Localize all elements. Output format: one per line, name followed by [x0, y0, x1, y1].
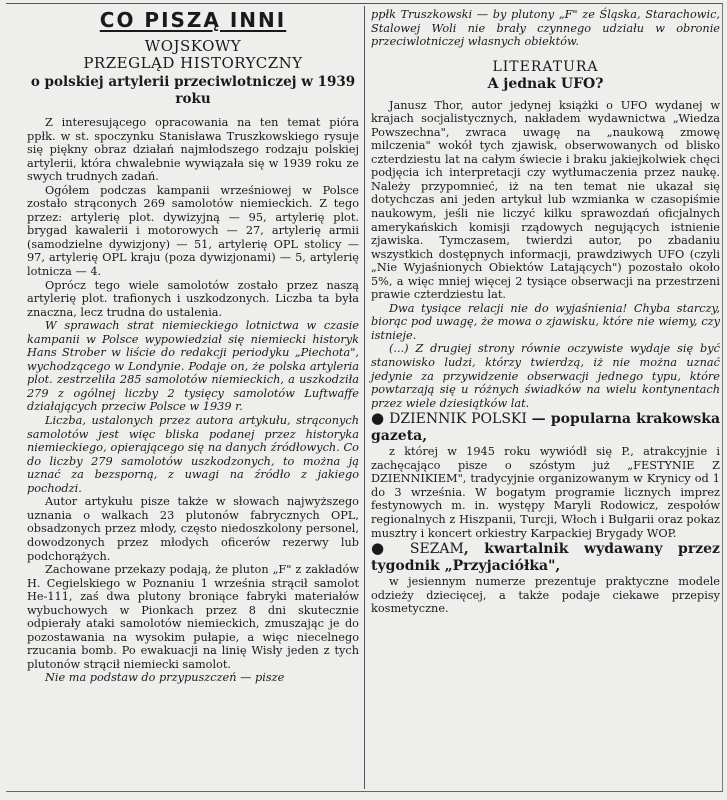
paragraph-italic: (...) Z drugiej strony równie oczywiste wydaje się być stanowisko ludzi, którzy twierdzą, iż nie można uznać jedynie za przywidzenie obserwacji jednego typu, które powtarzają się u różnych świadków na wielu kontynentach przez wiele dziesiątków lat. [371, 342, 720, 410]
paragraph: Z interesującego opracowania na ten temat pióra ppłk. w st. spoczynku Stanisława Truszkowskiego rysuje się piękny obraz działań najmłodszego rodzaju polskiej artylerii, która chwalebnie wywiązała się w 1939 roku ze swych trudnych zadań. [27, 116, 359, 184]
paragraph-italic: Liczba, ustalonych przez autora artykułu, strąconych samolotów jest więc bliska podanej przez historyka niemieckiego, opierającego się na danych źródłowych. Co do liczby 279 samolotów uszkodzonych, to można ją uznać za bezsporną, z uwagi na źródło z jakiego pochodzi. [27, 414, 359, 495]
paragraph-italic: Nie ma podstaw do przypuszczeń — pisze [45, 671, 285, 685]
source-name [27, 38, 359, 72]
paragraph: Janusz Thor, autor jedynej książki o UFO wydanej w krajach socjalistycznych, nakładem wydawnictwa „Wiedza Powszechna", zwraca uwagę na „naukową zmowę milczenia" wokół tych zjawisk, obserwowanych od blisko czterdziestu lat na całym świecie i braku jakiejkolwiek chęci podjęcia ich interpretacji czy wytłumaczenia przez naukę. Należy przypomnieć, iż na ten temat nie ukazał się dotychczas ani jeden artykuł lub wzmianka w czasopiśmie naukowym, jeśli nie liczyć kilku sprawozdań oficjalnych amerykańskich komisji rządowych negujących istnienie zjawiska. Tymczasem, twierdzi autor, po zbadaniu wszystkich dostępnych informacji, prawdziwych UFO (czyli „Nie Wyjaśnionych Obiektów Latających") pozostało około 5%, a więc mniej więcej 2 tysiące obserwacji na przestrzeni prawie czterdziestu lat. [371, 98, 720, 302]
section-heading-literatura: LITERATURA [492, 58, 599, 75]
note-subtitle: , kwartalnik wydawany przez tygodnik „Przyjaciółka", [371, 541, 720, 575]
column-divider [364, 6, 365, 789]
right-column [371, 8, 720, 616]
paragraph-italic: Dwa tysiące relacji nie do wyjaśnienia! Chyba starczy, biorąc pod uwagę, że mowa o zjawisku, które nie wiemy, czy istnieje. [371, 301, 720, 342]
note-heading-dziennik [371, 410, 720, 445]
source-name-line2: PRZEGLĄD HISTORYCZNY [83, 54, 303, 72]
paragraph: w jesiennym numerze prezentuje praktyczne modele odzieży dziecięcej, a także podaje ciekawe przepisy kosmetyczne. [371, 575, 720, 616]
bottom-rule [6, 791, 723, 792]
bullet-icon: ● [371, 409, 385, 428]
paragraph: Autor artykułu pisze także w słowach najwyższego uznania o walkach 23 plutonów fabrycznych OPL, obsadzonych przez młody, często niedoszkolony personel, dowodzonych przez młodych oficerów rezerwy lub podchorążych. [27, 495, 359, 563]
paragraph: Ogółem podczas kampanii wrześniowej w Polsce zostało strąconych 269 samolotów niemieckich. Z tego przez: artylerię plot. dywizyjną — 95, artylerię plot. brygad kawalerii i motorowych — 27, artylerię armii (samodzielne dywizjony) — 51, artylerię OPL stolicy — 97, artylerię OPL kraju (poza dywizjonami) — 5, artylerię lotnicza — 4. [27, 183, 359, 279]
paragraph-continued: ppłk Truszkowski — by plutony „F" ze Śląska, Starachowic, Stalowej Woli nie brały czynnego udziału w obronie przeciwlotniczej własnych obiektów. [371, 8, 720, 49]
article-title-ufo: A jednak UFO? [487, 75, 604, 92]
note-subtitle: — popularna krakowska gazeta, [371, 411, 721, 445]
note-title: SEZAM [409, 541, 464, 558]
left-column [27, 8, 359, 685]
note-title: DZIENNIK POLSKI [389, 411, 527, 428]
source-name-line1: WOJSKOWY [144, 37, 242, 55]
paragraph: z której w 1945 roku wywiódł się P., atrakcyjnie i zachęcająco pisze o szóstym już „FESTYNIE Z DZIENNIKIEM", tradycyjnie organizowanym w Krynicy od 1 do 3 września. W bogatym programie licznych imprez festynowych m. in. występy Maryli Rodowicz, zespołów regionalnych z Hiszpanii, Turcji, Włoch i Bułgarii oraz pokaz musztry i koncert orkiestry Karpackiej Brygady WOP. [371, 445, 720, 540]
bullet-icon: ● [371, 539, 395, 558]
paragraph-italic: W sprawach strat niemieckiego lotnictwa w czasie kampanii w Polsce wypowiedział się niemiecki historyk Hans Strober w liście do redakcji periodyku „Piechota", wychodzącego w Londynie. Podaje on, że polska artyleria plot. zestrzeliła 285 samolotów niemieckich, a uszkodziła 279 z ogólnej liczby 2 tysięcy samolotów Luftwaffe działających przeciw Polsce w 1939 r. [27, 319, 359, 414]
note-heading-sezam [371, 540, 720, 575]
paragraph: Zachowane przekazy podają, że pluton „F" z zakładów H. Cegielskiego w Poznaniu 1 września strącił samolot He-111, zaś dwa plutony broniące fabryki materiałów wybuchowych w Pionkach przez 8 dni skutecznie odpierały ataki samolotów niemieckich, zmuszając je do pozostawania na wysokim pułapie, a więc niecelnego rzucania bomb. Po ewakuacji na linię Wisły jeden z tych plutonów strącił niemiecki samolot. [27, 563, 359, 671]
paragraph: Oprócz tego wiele samolotów zostało przez naszą artylerię plot. trafionych i uszkodzonych. Liczba ta była znaczna, lecz trudna do ustalenia. [27, 278, 359, 319]
article-title: o polskiej artylerii przeciwlotniczej w 1939 roku [30, 74, 356, 107]
section-header: CO PISZĄ INNI [99, 8, 287, 32]
